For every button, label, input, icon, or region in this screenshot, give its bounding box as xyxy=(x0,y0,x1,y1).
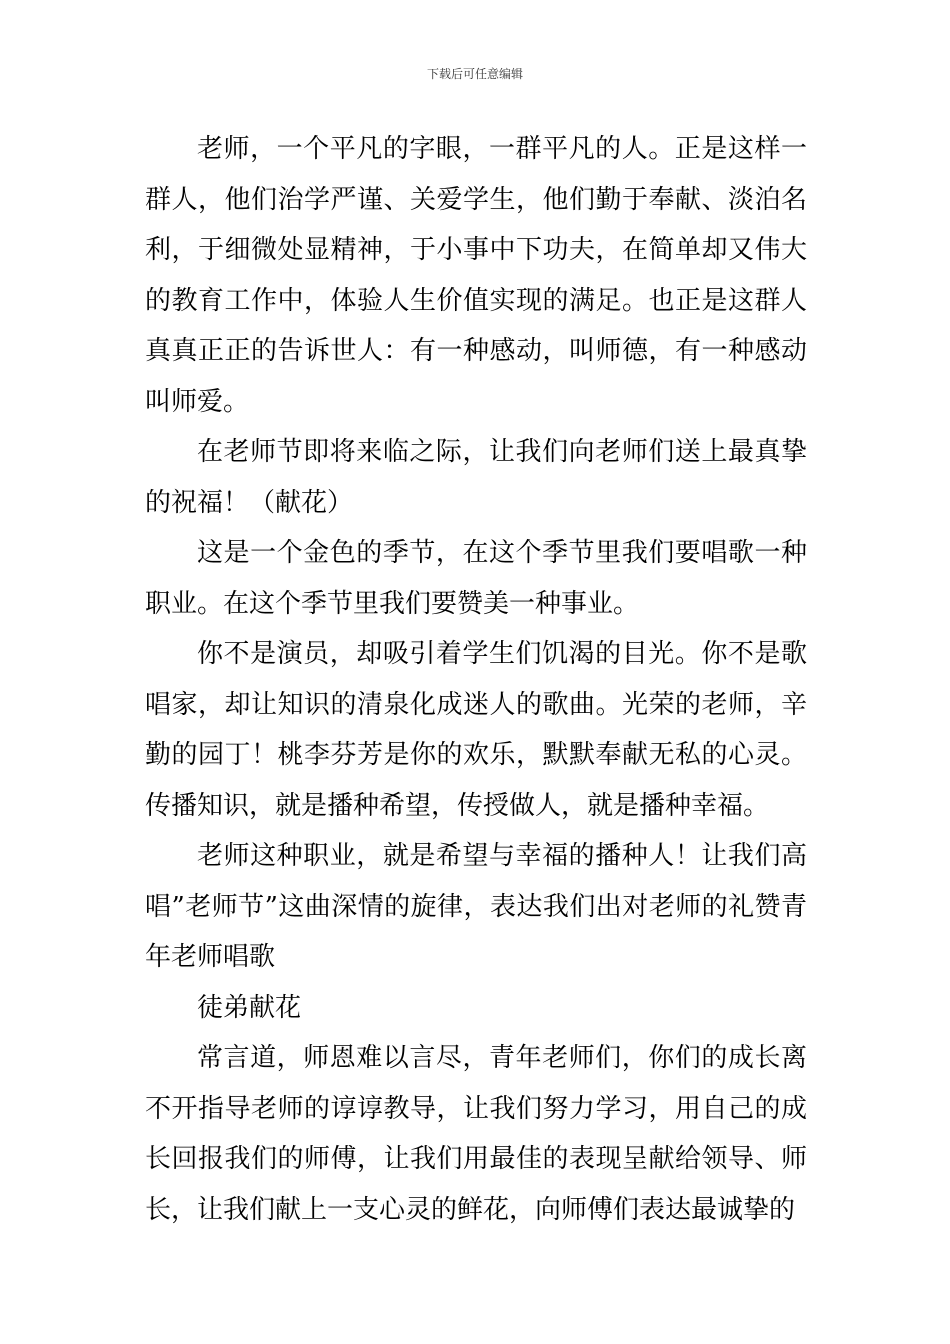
paragraph-not-actor: 你不是演员，却吸引着学生们饥渴的目光。你不是歌唱家，却让知识的清泉化成迷人的歌曲。光荣的老师，辛勤的园丁！桃李芬芳是你的欢乐，默默奉献无私的心灵。传播知识，就是播种希望，传授做人，就是播种幸福。 xyxy=(145,639,807,821)
paragraph-teacher-profession: 老师这种职业，就是希望与幸福的播种人！让我们高唱”老师节”这曲深情的旋律，表达我们出对老师的礼赞青年老师唱歌 xyxy=(145,841,807,972)
paragraph-blessing: 在老师节即将来临之际，让我们向老师们送上最真挚的祝福！（献花） xyxy=(145,437,807,518)
paragraph-teacher-intro: 老师，一个平凡的字眼，一群平凡的人。正是这样一群人，他们治学严谨、关爱学生，他们勤于奉献、淡泊名利，于细微处显精神，于小事中下功夫，在简单却又伟大的教育工作中，体验人生价值实现的满足。也正是这群人真真正正的告诉世人：有一种感动，叫师德，有一种感动叫师爱。 xyxy=(145,134,807,417)
paragraph-golden-season: 这是一个金色的季节，在这个季节里我们要唱歌一种职业。在这个季节里我们要赞美一种事业。 xyxy=(145,538,807,619)
paragraph-gratitude: 常言道，师恩难以言尽，青年老师们，你们的成长离不开指导老师的谆谆教导，让我们努力学习，用自己的成长回报我们的师傅，让我们用最佳的表现呈献给领导、师长，让我们献上一支心灵的鲜花，向师傅们表达最诚挚的 xyxy=(145,1043,807,1225)
paragraph-apprentice-flowers: 徒弟献花 xyxy=(197,992,302,1023)
document-body xyxy=(145,124,807,1235)
page-header: 下载后可任意编辑 xyxy=(426,67,523,81)
